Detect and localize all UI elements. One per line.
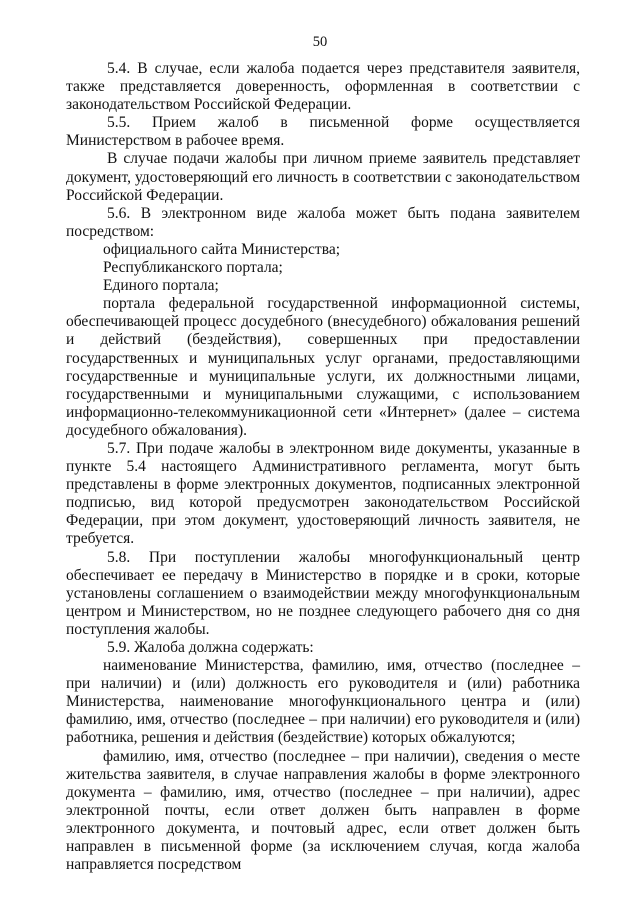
list-item-unified-portal: Единого портала; (103, 277, 219, 295)
paragraph-5-7: 5.7. При подаче жалобы в электронном виде документы, указанные в пункте 5.4 настоящего Административного регламента, могут быть представлены в форме электронных документов, подписанных электронной подписью, вид которой предусмотрен законодательством Российской Федерации, при этом документ, удостоверяющий личность заявителя, не требуется. (66, 439, 580, 548)
list-item-ministry-site: официального сайта Министерства; (103, 240, 341, 258)
page-number: 50 (312, 34, 328, 50)
paragraph-5-9: 5.9. Жалоба должна содержать: (107, 639, 314, 656)
paragraph-personal-reception: В случае подачи жалобы при личном приеме заявитель представляет документ, удостоверяющий его личность в соответствии с законодательством Российской Федерации. (66, 150, 580, 204)
paragraph-5-5: 5.5. Прием жалоб в письменной форме осуществляется Министерством в рабочее время. (66, 114, 580, 150)
list-item-republican-portal: Республиканского портала; (103, 259, 283, 277)
list-item-ministry-name: наименование Министерства, фамилию, имя, отчество (последнее – при наличии) и (или) должность его руководителя и (или) работника Министерства, наименование многофункционального центра и (или) фамилию, имя, отчество (последнее – при наличии) его руководителя и (или) работника, решения и действия (бездействие) которых обжалуются; (66, 657, 580, 747)
list-item-federal-portal: портала федеральной государственной информационной системы, обеспечивающей процесс досудебного (внесудебного) обжалования решений и действий (бездействия), совершенных при предоставлении государственных и муниципальных услуг органами, предоставляющими государственные и муниципальные услуги, их должностными лицами, государственными и муниципальными служащими, с использованием информационно-телекоммуникационной сети «Интернет» (далее – система досудебного обжалования). (66, 295, 580, 439)
paragraph-5-8: 5.8. При поступлении жалобы многофункциональный центр обеспечивает ее передачу в Министерство в порядке и в сроки, которые установлены соглашением о взаимодействии между многофункциональным центром и Министерством, но не позднее следующего рабочего дня со дня поступления жалобы. (66, 548, 580, 638)
paragraph-5-6: 5.6. В электронном виде жалоба может быть подана заявителем посредством: (66, 204, 580, 240)
list-item-applicant-name: фамилию, имя, отчество (последнее – при наличии), сведения о месте жительства заявителя, в случае направления жалобы в форме электронного документа – фамилию, имя, отчество (последнее – при наличии), адрес электронной почты, если ответ должен быть направлен в форме электронного документа, и почтовый адрес, если ответ должен быть направлен в письменной форме (за исключением случая, когда жалоба направляется посредством (66, 747, 580, 874)
paragraph-5-4: 5.4. В случае, если жалоба подается через представителя заявителя, также представляется доверенность, оформленная в соответствии с законодательством Российской Федерации. (66, 60, 580, 114)
document-body (66, 60, 580, 874)
